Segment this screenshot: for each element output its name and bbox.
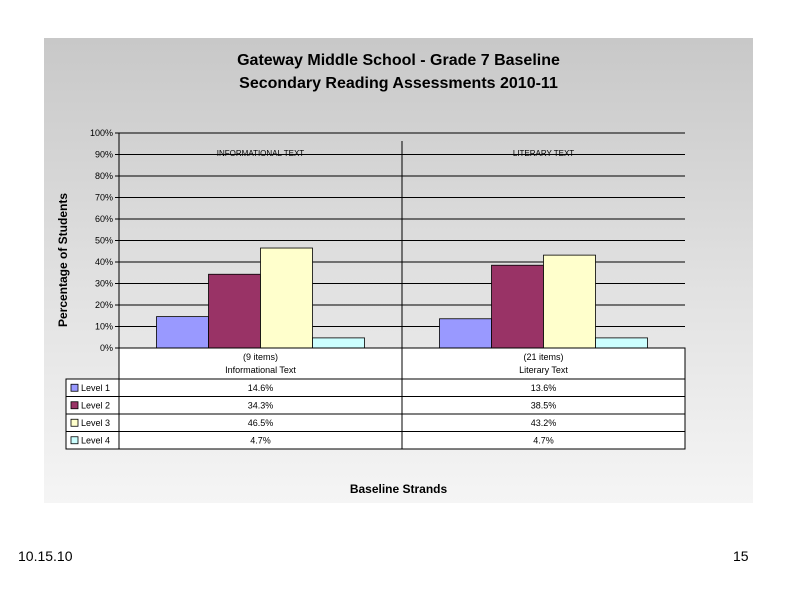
data-label: 13.6% — [530, 382, 557, 393]
bar-level-2 — [492, 265, 544, 348]
data-label: 4.7% — [533, 435, 554, 446]
legend-label: Level 3 — [81, 417, 111, 428]
y-tick-label: 0% — [99, 343, 113, 353]
chart-title-line2: Secondary Reading Assessments 2010-11 — [239, 75, 558, 92]
data-label: 34.3% — [247, 400, 274, 411]
y-tick-label: 100% — [89, 128, 113, 138]
group-header: INFORMATIONAL TEXT — [216, 149, 305, 158]
y-tick-label: 80% — [94, 171, 113, 181]
data-label: 14.6% — [247, 382, 274, 393]
data-label: 43.2% — [530, 417, 557, 428]
x-axis-label: Baseline Strands — [349, 482, 448, 496]
y-tick-label: 40% — [94, 257, 113, 267]
y-tick-label: 60% — [94, 214, 113, 224]
legend-label: Level 1 — [81, 382, 111, 393]
legend-swatch — [71, 419, 78, 426]
y-tick-label: 90% — [94, 149, 113, 160]
bar-level-1 — [157, 317, 209, 348]
category-items: (9 items) — [242, 352, 279, 362]
y-axis-label: Percentage of Students — [56, 192, 70, 328]
legend-label: Level 2 — [81, 400, 111, 411]
y-tick-label: 30% — [94, 278, 113, 289]
bar-level-3 — [261, 248, 313, 348]
legend-swatch — [71, 384, 78, 391]
page-number: 15 — [733, 548, 749, 564]
legend-swatch — [71, 402, 78, 409]
y-tick-label: 70% — [94, 192, 113, 203]
category-label: Informational Text — [225, 365, 296, 375]
y-tick-label: 20% — [94, 300, 113, 310]
bar-level-3 — [544, 255, 596, 348]
footer-date: 10.15.10 — [18, 548, 73, 564]
y-tick-label: 10% — [94, 321, 113, 332]
category-items: (21 items) — [523, 352, 564, 362]
bar-level-4 — [313, 338, 365, 348]
chart-title-line1: Gateway Middle School - Grade 7 Baseline — [237, 52, 560, 69]
group-header: LITERARY TEXT — [512, 149, 575, 158]
bar-level-1 — [440, 319, 492, 348]
data-label: 4.7% — [250, 435, 271, 446]
bar-level-4 — [596, 338, 648, 348]
y-tick-label: 50% — [94, 235, 113, 246]
legend-swatch — [71, 437, 78, 444]
data-label: 38.5% — [530, 400, 557, 411]
legend-label: Level 4 — [81, 435, 111, 446]
bar-level-2 — [209, 274, 261, 348]
category-label: Literary Text — [519, 365, 568, 375]
data-label: 46.5% — [247, 417, 274, 428]
